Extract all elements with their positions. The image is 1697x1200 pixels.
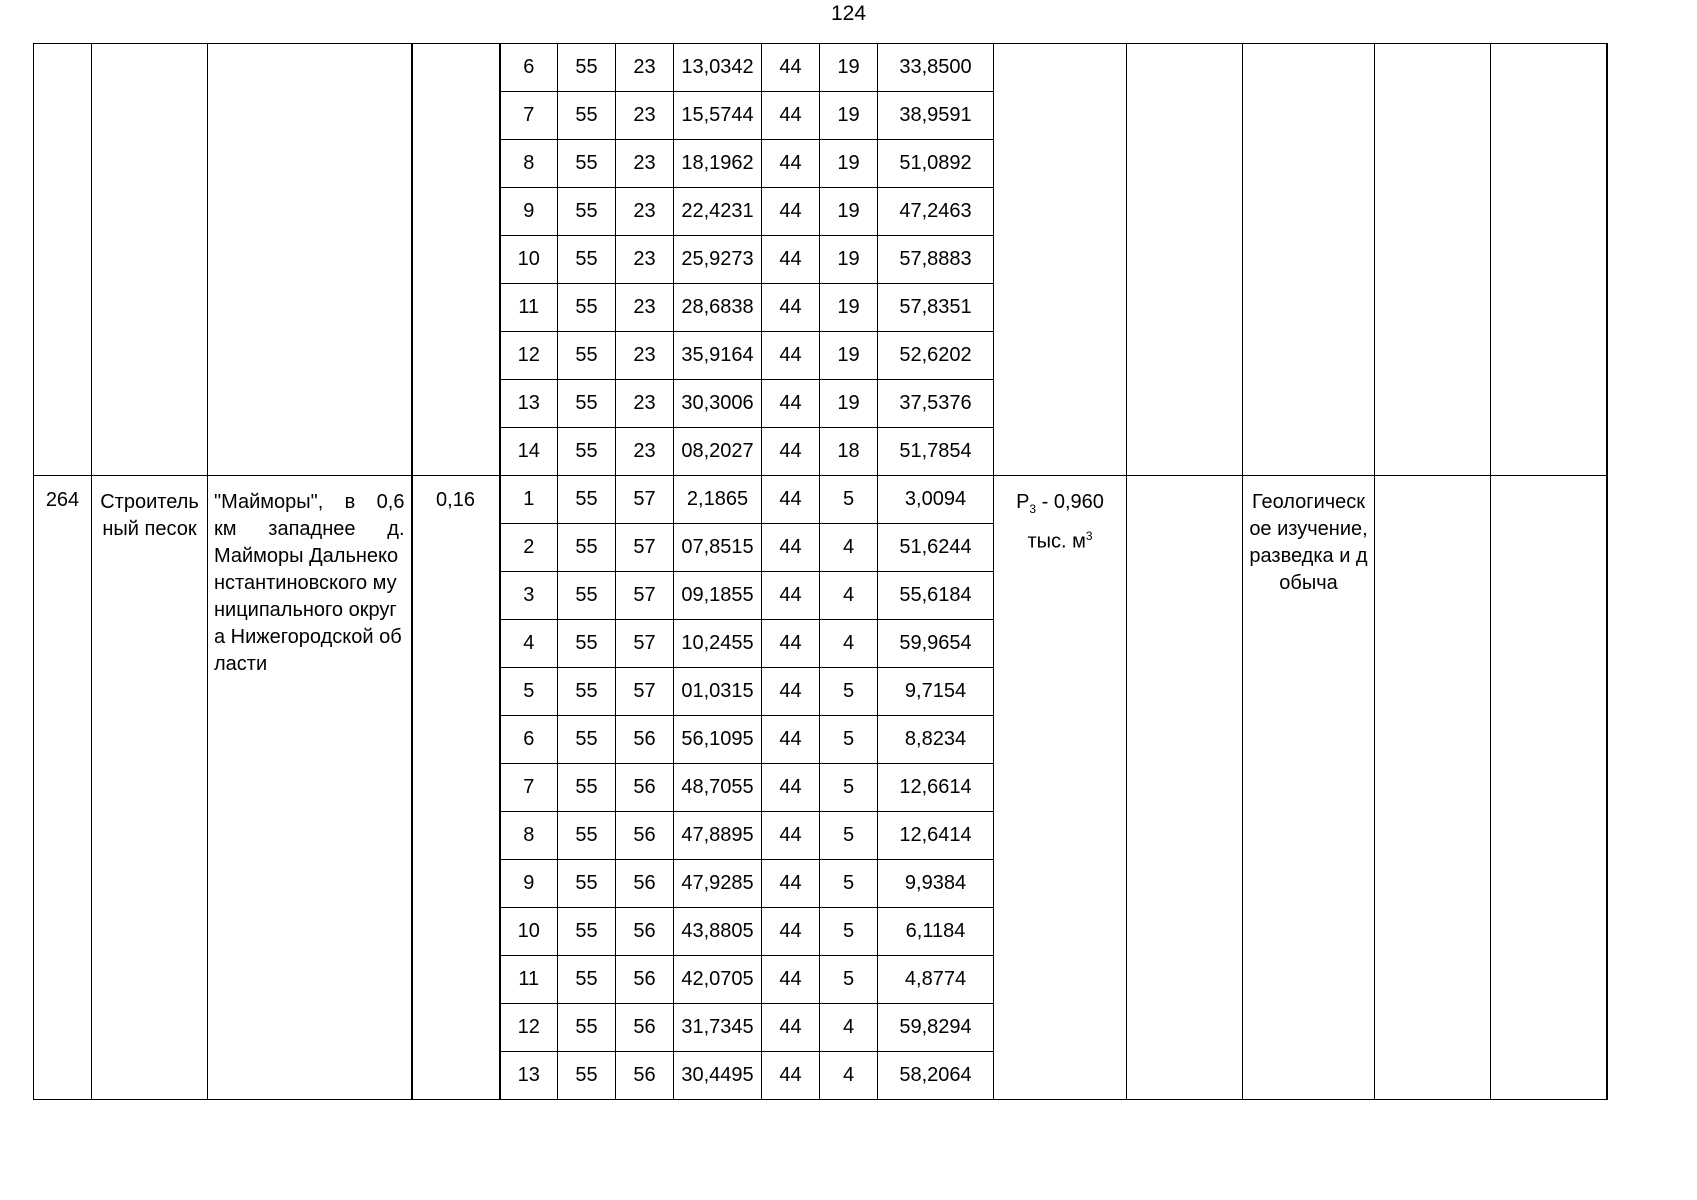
point-number: 4 bbox=[500, 620, 558, 668]
lon-minutes: 5 bbox=[820, 668, 878, 716]
lat-seconds: 2,1865 bbox=[674, 476, 762, 524]
lat-minutes: 56 bbox=[616, 812, 674, 860]
lon-seconds: 9,9384 bbox=[878, 860, 994, 908]
lon-minutes: 5 bbox=[820, 908, 878, 956]
lat-minutes: 57 bbox=[616, 620, 674, 668]
point-number: 9 bbox=[500, 188, 558, 236]
lat-degrees: 55 bbox=[558, 1004, 616, 1052]
lat-minutes: 23 bbox=[616, 380, 674, 428]
lon-degrees: 44 bbox=[762, 380, 820, 428]
lat-minutes: 23 bbox=[616, 92, 674, 140]
col-16-cell bbox=[1607, 476, 1608, 1100]
lat-minutes: 57 bbox=[616, 668, 674, 716]
lat-seconds: 10,2455 bbox=[674, 620, 762, 668]
lon-minutes: 19 bbox=[820, 92, 878, 140]
lat-degrees: 55 bbox=[558, 428, 616, 476]
lat-seconds: 47,9285 bbox=[674, 860, 762, 908]
lon-degrees: 44 bbox=[762, 716, 820, 764]
lat-degrees: 55 bbox=[558, 284, 616, 332]
lon-minutes: 5 bbox=[820, 476, 878, 524]
resources-unit: тыс. м bbox=[1027, 530, 1086, 553]
resources-cell bbox=[994, 44, 1127, 476]
lon-minutes: 4 bbox=[820, 1004, 878, 1052]
lat-seconds: 28,6838 bbox=[674, 284, 762, 332]
lon-minutes: 19 bbox=[820, 188, 878, 236]
lat-minutes: 23 bbox=[616, 284, 674, 332]
lon-degrees: 44 bbox=[762, 188, 820, 236]
lat-minutes: 57 bbox=[616, 476, 674, 524]
reserves-cell bbox=[1127, 44, 1243, 476]
lat-degrees: 55 bbox=[558, 572, 616, 620]
point-number: 7 bbox=[500, 764, 558, 812]
lat-minutes: 23 bbox=[616, 236, 674, 284]
lon-seconds: 58,2064 bbox=[878, 1052, 994, 1100]
lon-minutes: 4 bbox=[820, 620, 878, 668]
point-number: 8 bbox=[500, 140, 558, 188]
resources-category: P bbox=[1016, 491, 1030, 513]
lat-degrees: 55 bbox=[558, 332, 616, 380]
point-number: 7 bbox=[500, 92, 558, 140]
lon-degrees: 44 bbox=[762, 620, 820, 668]
lat-minutes: 23 bbox=[616, 188, 674, 236]
point-number: 6 bbox=[500, 44, 558, 92]
page-number: 124 bbox=[830, 2, 867, 25]
lon-degrees: 44 bbox=[762, 764, 820, 812]
lat-degrees: 55 bbox=[558, 44, 616, 92]
lat-degrees: 55 bbox=[558, 716, 616, 764]
area-cell bbox=[412, 44, 500, 476]
deposit-number: 264 bbox=[34, 476, 92, 1100]
lon-seconds: 59,8294 bbox=[878, 1004, 994, 1052]
point-number: 2 bbox=[500, 524, 558, 572]
point-number: 5 bbox=[500, 668, 558, 716]
lat-degrees: 55 bbox=[558, 812, 616, 860]
lat-seconds: 43,8805 bbox=[674, 908, 762, 956]
lon-minutes: 4 bbox=[820, 1052, 878, 1100]
resources-category-index: 3 bbox=[1029, 502, 1037, 516]
lat-seconds: 42,0705 bbox=[674, 956, 762, 1004]
lat-seconds: 48,7055 bbox=[674, 764, 762, 812]
lon-seconds: 12,6414 bbox=[878, 812, 994, 860]
lon-seconds: 51,7854 bbox=[878, 428, 994, 476]
lat-degrees: 55 bbox=[558, 236, 616, 284]
lon-seconds: 8,8234 bbox=[878, 716, 994, 764]
lat-seconds: 15,5744 bbox=[674, 92, 762, 140]
point-number: 12 bbox=[500, 332, 558, 380]
lon-seconds: 33,8500 bbox=[878, 44, 994, 92]
lon-minutes: 18 bbox=[820, 428, 878, 476]
lat-minutes: 57 bbox=[616, 572, 674, 620]
table-block-264 bbox=[34, 476, 1608, 1100]
lon-minutes: 4 bbox=[820, 572, 878, 620]
lon-degrees: 44 bbox=[762, 236, 820, 284]
lat-seconds: 08,2027 bbox=[674, 428, 762, 476]
col-16-cell bbox=[1607, 44, 1608, 476]
mineral-type-line: ный песок bbox=[102, 518, 197, 540]
lon-seconds: 37,5376 bbox=[878, 380, 994, 428]
lon-degrees: 44 bbox=[762, 860, 820, 908]
lat-minutes: 23 bbox=[616, 44, 674, 92]
lon-degrees: 44 bbox=[762, 140, 820, 188]
lon-degrees: 44 bbox=[762, 812, 820, 860]
lat-minutes: 56 bbox=[616, 1004, 674, 1052]
object-line: "Майморы", в 0,6 bbox=[214, 491, 405, 513]
lon-minutes: 19 bbox=[820, 44, 878, 92]
lat-seconds: 22,4231 bbox=[674, 188, 762, 236]
lon-minutes: 19 bbox=[820, 140, 878, 188]
lon-minutes: 19 bbox=[820, 284, 878, 332]
lat-seconds: 09,1855 bbox=[674, 572, 762, 620]
lon-seconds: 51,6244 bbox=[878, 524, 994, 572]
lon-degrees: 44 bbox=[762, 908, 820, 956]
lon-seconds: 57,8351 bbox=[878, 284, 994, 332]
lon-degrees: 44 bbox=[762, 284, 820, 332]
object-cell bbox=[208, 44, 412, 476]
lat-degrees: 55 bbox=[558, 668, 616, 716]
lon-seconds: 55,6184 bbox=[878, 572, 994, 620]
point-number: 11 bbox=[500, 956, 558, 1004]
point-number: 3 bbox=[500, 572, 558, 620]
lat-seconds: 07,8515 bbox=[674, 524, 762, 572]
resources-amount: - 0,960 bbox=[1036, 491, 1104, 513]
lon-degrees: 44 bbox=[762, 572, 820, 620]
col-14-cell bbox=[1375, 44, 1491, 476]
mineral-deposits-table bbox=[33, 43, 1608, 1100]
object-description bbox=[208, 476, 412, 1100]
lat-seconds: 47,8895 bbox=[674, 812, 762, 860]
lon-seconds: 51,0892 bbox=[878, 140, 994, 188]
lon-minutes: 5 bbox=[820, 812, 878, 860]
reserves-cell bbox=[1127, 476, 1243, 1100]
point-number: 14 bbox=[500, 428, 558, 476]
lat-seconds: 13,0342 bbox=[674, 44, 762, 92]
purpose-text: Геологическое изучение, разведка и добыча bbox=[1249, 491, 1368, 594]
lat-minutes: 57 bbox=[616, 524, 674, 572]
purpose-cell bbox=[1243, 476, 1375, 1100]
lat-minutes: 56 bbox=[616, 716, 674, 764]
lon-seconds: 59,9654 bbox=[878, 620, 994, 668]
lon-degrees: 44 bbox=[762, 44, 820, 92]
lat-seconds: 56,1095 bbox=[674, 716, 762, 764]
lon-degrees: 44 bbox=[762, 1052, 820, 1100]
lon-minutes: 5 bbox=[820, 860, 878, 908]
lat-degrees: 55 bbox=[558, 1052, 616, 1100]
lat-minutes: 56 bbox=[616, 908, 674, 956]
lat-seconds: 25,9273 bbox=[674, 236, 762, 284]
point-number: 9 bbox=[500, 860, 558, 908]
object-line: км западнее д. bbox=[214, 518, 405, 540]
lon-degrees: 44 bbox=[762, 668, 820, 716]
lat-degrees: 55 bbox=[558, 620, 616, 668]
point-number: 8 bbox=[500, 812, 558, 860]
lon-degrees: 44 bbox=[762, 476, 820, 524]
number-cell bbox=[34, 44, 92, 476]
point-number: 13 bbox=[500, 380, 558, 428]
lon-seconds: 12,6614 bbox=[878, 764, 994, 812]
resources-value bbox=[994, 476, 1127, 1100]
lon-minutes: 5 bbox=[820, 764, 878, 812]
lat-minutes: 56 bbox=[616, 764, 674, 812]
lon-seconds: 4,8774 bbox=[878, 956, 994, 1004]
lat-degrees: 55 bbox=[558, 476, 616, 524]
lat-seconds: 35,9164 bbox=[674, 332, 762, 380]
lon-seconds: 9,7154 bbox=[878, 668, 994, 716]
lon-degrees: 44 bbox=[762, 92, 820, 140]
lon-seconds: 3,0094 bbox=[878, 476, 994, 524]
lat-seconds: 30,3006 bbox=[674, 380, 762, 428]
col-15-cell bbox=[1491, 44, 1607, 476]
lat-minutes: 23 bbox=[616, 332, 674, 380]
lon-degrees: 44 bbox=[762, 956, 820, 1004]
lon-seconds: 38,9591 bbox=[878, 92, 994, 140]
lon-seconds: 57,8883 bbox=[878, 236, 994, 284]
col-15-cell bbox=[1491, 476, 1607, 1100]
lon-degrees: 44 bbox=[762, 524, 820, 572]
resources-unit-power: 3 bbox=[1085, 529, 1093, 543]
lon-minutes: 4 bbox=[820, 524, 878, 572]
resources-line bbox=[994, 489, 1126, 523]
object-location: Майморы Дальнеконстантиновского муниципального округа Нижегородской области bbox=[214, 545, 402, 675]
lon-seconds: 52,6202 bbox=[878, 332, 994, 380]
lon-seconds: 6,1184 bbox=[878, 908, 994, 956]
lat-minutes: 56 bbox=[616, 956, 674, 1004]
lat-degrees: 55 bbox=[558, 956, 616, 1004]
table-row bbox=[34, 476, 1608, 524]
lon-minutes: 19 bbox=[820, 236, 878, 284]
area-value: 0,16 bbox=[412, 476, 500, 1100]
point-number: 1 bbox=[500, 476, 558, 524]
lat-seconds: 01,0315 bbox=[674, 668, 762, 716]
point-number: 11 bbox=[500, 284, 558, 332]
lat-degrees: 55 bbox=[558, 860, 616, 908]
lat-degrees: 55 bbox=[558, 92, 616, 140]
lon-degrees: 44 bbox=[762, 1004, 820, 1052]
table-block-263 bbox=[34, 44, 1608, 476]
lat-degrees: 55 bbox=[558, 908, 616, 956]
lat-degrees: 55 bbox=[558, 188, 616, 236]
lat-seconds: 18,1962 bbox=[674, 140, 762, 188]
lat-minutes: 56 bbox=[616, 860, 674, 908]
lat-degrees: 55 bbox=[558, 380, 616, 428]
mineral-cell bbox=[92, 44, 208, 476]
lon-seconds: 47,2463 bbox=[878, 188, 994, 236]
lat-minutes: 23 bbox=[616, 428, 674, 476]
lon-degrees: 44 bbox=[762, 332, 820, 380]
lat-degrees: 55 bbox=[558, 140, 616, 188]
lat-degrees: 55 bbox=[558, 764, 616, 812]
resources-line bbox=[994, 523, 1126, 556]
purpose-cell bbox=[1243, 44, 1375, 476]
point-number: 12 bbox=[500, 1004, 558, 1052]
lon-minutes: 5 bbox=[820, 716, 878, 764]
lon-minutes: 19 bbox=[820, 380, 878, 428]
point-number: 6 bbox=[500, 716, 558, 764]
lat-degrees: 55 bbox=[558, 524, 616, 572]
lat-minutes: 56 bbox=[616, 1052, 674, 1100]
mineral-type-line: Строитель bbox=[100, 491, 199, 513]
lat-seconds: 30,4495 bbox=[674, 1052, 762, 1100]
point-number: 10 bbox=[500, 236, 558, 284]
table-row bbox=[34, 44, 1608, 92]
lon-minutes: 5 bbox=[820, 956, 878, 1004]
mineral-type bbox=[92, 476, 208, 1100]
lon-minutes: 19 bbox=[820, 332, 878, 380]
lat-seconds: 31,7345 bbox=[674, 1004, 762, 1052]
point-number: 10 bbox=[500, 908, 558, 956]
col-14-cell bbox=[1375, 476, 1491, 1100]
point-number: 13 bbox=[500, 1052, 558, 1100]
lat-minutes: 23 bbox=[616, 140, 674, 188]
lon-degrees: 44 bbox=[762, 428, 820, 476]
